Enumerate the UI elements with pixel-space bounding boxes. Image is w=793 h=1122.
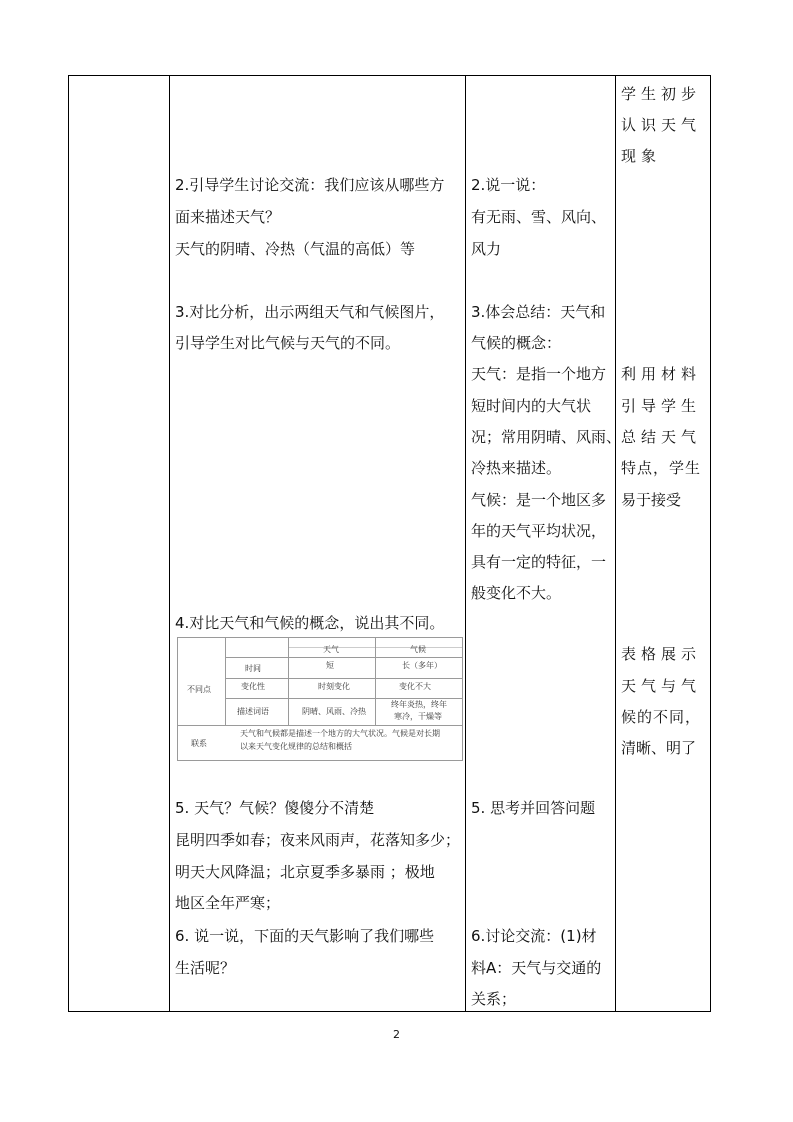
table-cell-weather: 短: [326, 661, 334, 670]
note2-line2: 引导学生: [621, 397, 702, 415]
table-border-right: [710, 75, 711, 1012]
table-row-label: 时间: [245, 664, 261, 673]
table-cell-climate: 寒冷，干燥等: [394, 712, 442, 721]
table-link-text: 以来天气变化规律的总结和概括: [240, 742, 352, 751]
answer3-line3: 天气：是指一个地方: [471, 365, 607, 383]
note1-line2: 认识天气: [621, 116, 702, 134]
page-number: 2: [393, 1028, 400, 1041]
step4-text: 4.对比天气和气候的概念，说出其不同。: [175, 614, 445, 632]
table-link-text: 天气和气候都是描述一个地方的大气状况。气候是对长期: [240, 729, 440, 738]
step6-line1: 6. 说一说，下面的天气影响了我们哪些: [175, 927, 435, 945]
table-border-bottom: [68, 1011, 711, 1012]
table-border-top: [68, 75, 711, 76]
answer5-text: 5. 思考并回答问题: [471, 799, 596, 817]
note1-line1: 学生初步: [621, 85, 702, 103]
step2-line1: 2.引导学生讨论交流：我们应该从哪些方: [175, 176, 445, 194]
table-cell-weather: 时刻变化: [318, 682, 350, 691]
note1-line3: 现象: [621, 147, 662, 165]
note2-line5: 易于接受: [621, 491, 682, 509]
table-border-left: [68, 75, 69, 1012]
table-cell-climate: 长（多年）: [402, 661, 442, 670]
step2-line2: 面来描述天气？: [175, 208, 281, 226]
table-divider-3: [615, 75, 616, 1012]
table-header-climate: 气候: [410, 645, 426, 654]
step5-line1: 5. 天气？气候？傻傻分不清楚: [175, 799, 375, 817]
answer3-line8: 年的天气平均状况，: [471, 522, 607, 540]
answer2-line3: 风力: [471, 240, 502, 258]
note2-line1: 利用材料: [621, 365, 702, 383]
weather-climate-comparison-table: [177, 637, 463, 761]
note3-line2: 天气与气: [621, 677, 702, 695]
step3-line1: 3.对比分析，出示两组天气和气候图片，: [175, 303, 445, 321]
answer3-line5: 况；常用阴晴、风雨、: [471, 428, 622, 446]
note2-line4: 特点，学生: [621, 459, 702, 477]
answer3-line6: 冷热来描述。: [471, 459, 562, 477]
answer6-line1: 6.讨论交流：(1)材: [471, 927, 597, 945]
table-cell-climate: 变化不大: [399, 682, 431, 691]
step5-line4: 地区全年严寒；: [175, 894, 281, 912]
step5-line2: 昆明四季如春；夜来风雨声，花落知多少；: [175, 831, 461, 849]
step6-line2: 生活呢？: [175, 959, 236, 977]
table-row-group-label: 不同点: [187, 685, 211, 694]
table-header-weather: 天气: [323, 645, 339, 654]
answer2-line1: 2.说一说：: [471, 176, 546, 194]
step5-line3: 明天大风降温；北京夏季多暴雨 ；极地: [175, 863, 435, 881]
answer3-line1: 3.体会总结：天气和: [471, 303, 606, 321]
table-cell-weather: 阴晴、风雨、冷热: [302, 707, 366, 716]
table-divider-2: [465, 75, 466, 1012]
answer6-line3: 关系；: [471, 990, 517, 1008]
step2-line3: 天气的阴晴、冷热（气温的高低）等: [175, 240, 416, 258]
table-row-label: 描述词语: [237, 707, 269, 716]
answer2-line2: 有无雨、雪、风向、: [471, 208, 607, 226]
answer3-line2: 气候的概念：: [471, 334, 562, 352]
table-cell-climate: 终年炎热，终年: [391, 700, 447, 709]
table-divider-1: [169, 75, 170, 1012]
step3-line2: 引导学生对比气候与天气的不同。: [175, 334, 401, 352]
answer3-line9: 具有一定的特征，一: [471, 553, 607, 571]
answer3-line7: 气候：是一个地区多: [471, 491, 607, 509]
table-row-label: 变化性: [241, 682, 265, 691]
note3-line4: 清晰、明了: [621, 739, 697, 757]
note3-line1: 表格展示: [621, 645, 702, 663]
answer3-line10: 般变化不大。: [471, 584, 562, 602]
note2-line3: 总结天气: [621, 428, 702, 446]
note3-line3: 候的不同，: [621, 708, 702, 726]
answer6-line2: 料A：天气与交通的: [471, 959, 602, 977]
answer3-line4: 短时间内的大气状: [471, 397, 592, 415]
table-link-label: 联系: [191, 739, 207, 748]
